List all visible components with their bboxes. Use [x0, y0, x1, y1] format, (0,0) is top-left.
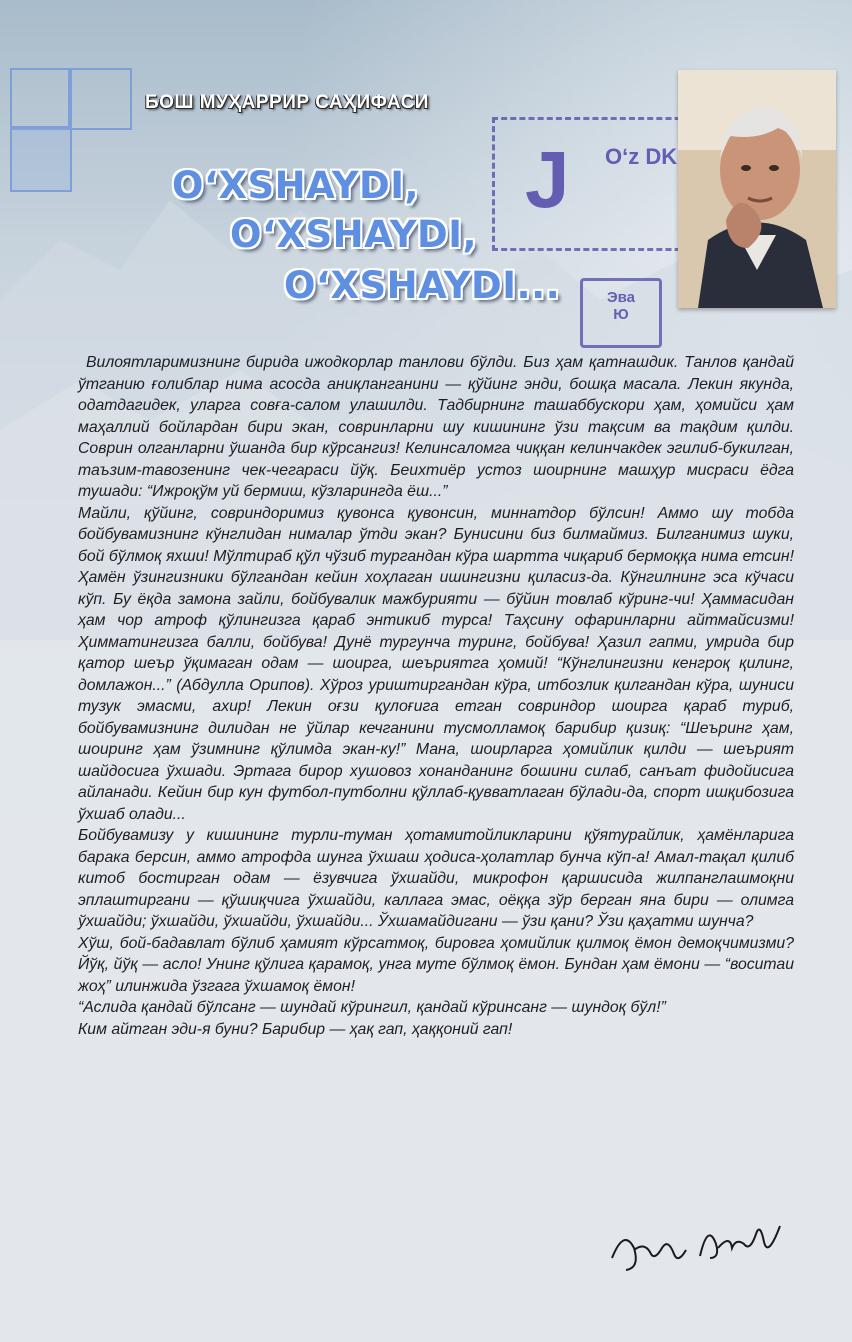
article-paragraph-6: Ким айтган эди-я буни? Барибир — ҳақ гап, ҳаққоний гап!	[78, 1020, 513, 1038]
decor-square-3	[10, 126, 72, 192]
author-portrait-illustration	[678, 70, 836, 308]
author-signature	[604, 1208, 794, 1293]
section-label: БОШ МУҲАРРИР САҲИФАСИ	[145, 92, 429, 113]
article-paragraph-1: Вилоятларимизнинг бирида ижодкорлар танлови бўлди. Биз ҳам қатнашдик. Танлов қандай ўтганию ғолиблар нима асосда аниқланганини — қўйинг энди, бошқа масала. Лекин якунда, одатдагидек, уларга совға-салом улашилди. Тадбирнинг ташаббускори ҳам, ҳомийси ҳам маҳаллий бойлардан бири экан, совринларни шу кишининг ўзи тақсим ва тақдим қилди. Соврин олганларни ўшанда бир кўрсангиз! Келинсаломга чиққан келинчакдек эгилиб-букилган, таъзим-тавозенинг чек-чегараси йўқ. Беихтиёр устоз шоирнинг машҳур мисраси ёдга тушади: “Ижроқўм уй бермиш, кўзларингда ёш...”	[78, 354, 794, 500]
title-line-2: O‘XSHAYDI,	[230, 213, 478, 256]
author-photo	[678, 70, 836, 308]
article-paragraph-3: Бойбувамизу у кишининг турли-туман ҳотамитойликларини қўятурайлик, ҳамёнларига барака берсин, аммо атрофда шунга ўхшаш ҳодиса-ҳолатлар бунча кўп-а! Амал-тақал қилиб китоб бостирган одам — ёзувчига ўхшайди, микрофон қаршисида жилпанглашмоқни эплаштиргани — қўшиқчига ўхшайди, каллага эмас, оёққа зўр берган яна бири — олимга ўхшайди; ўхшайди, ўхшайди, ўхшайди... Ўхшамайдигани — ўзи қани? Ўзи қаҳатми шунча?	[78, 827, 794, 930]
stamp-letter: J	[525, 135, 570, 224]
title-line-3: O‘XSHAYDI...	[284, 264, 561, 307]
small-stamp-line2: Ю	[613, 306, 629, 323]
article-body	[78, 352, 794, 1040]
decor-square-1	[10, 68, 72, 130]
stamp-main-text: Oʻz DK	[605, 144, 678, 169]
library-stamp	[492, 117, 708, 251]
small-stamp-line1: Эва	[606, 289, 636, 306]
article-paragraph-2: Майли, қўйинг, совриндоримиз қувонса қувонсин, миннатдор бўлсин! Аммо шу тобда бойбувамизнинг кўнглидан нималар ўтди экан? Бунисини биз билмаймиз. Билганимиз шуки, бой бўлмоқ яхши! Мўлтираб қўл чўзиб тургандан кўра шартта чиқариб бермоққа нима етсин! Ҳамён ўзингизники бўлгандан кейин хоҳлаган ишингизни қиласиз-да. Кўнгилнинг эса кўчаси кўп. Бу ёқда замона зайли, бойбувалик мажбурияти — бўйин товлаб кўринг-чи! Ҳаммасидан ҳам чор атроф қўлингизга қараб энтикиб турса! Таҳсину офаринларни айтмайсизми! Ҳимматингизга балли, бойбува! Дунё тургунча туринг, бойбува! Ҳазил гапми, умрида бир қатор шеър ўқимаган одам — шоирга, шеъриятга ҳомий! “Кўнглингизни кенгроқ қилинг, домлажон...” (Абдулла Орипов). Хўроз уриштиргандан кўра, итбозлик қилгандан кўра, шуниси тузук эмасми, ахир! Лекин оғзи қулоғига етган совриндор шоирга қараб туриб, бойбувамизнинг дилидан не ўйлар кечганини тусмолламоқ барибир қизиқ: “Шеъринг ҳам, шоиринг ҳам ўзимнинг қўлимда экан-ку!” Мана, шоирларга ҳомийлик қилди — шеърият шайдосига ўхшади. Эртага бирор хушовоз хонанданинг бошини силаб, санъат фидойисига айланади. Кейин бир кун футбол-путболни қўллаб-қувватлаган бўлади-да, спорт ишқибозига ўхшаб олади...	[78, 504, 794, 823]
decor-square-2	[68, 68, 132, 130]
article-paragraph-4: Хўш, бой-бадавлат бўлиб ҳамият кўрсатмоқ, бировга ҳомийлик қилмоқ ёмон демоқчимизми? Йўқ, йўқ — асло! Унинг қўлига қарамоқ, унга муте бўлмоқ ёмон. Бундан ҳам ёмони — “воситаи жоҳ” илинжида ўзгага ўхшамоқ ёмон!	[78, 934, 794, 995]
title-line-1: O‘XSHAYDI,	[172, 164, 420, 207]
article-paragraph-5: “Аслида қандай бўлсанг — шундай кўрингил, қандай кўринсанг — шундоқ бўл!”	[78, 999, 666, 1016]
small-stamp	[580, 278, 662, 348]
